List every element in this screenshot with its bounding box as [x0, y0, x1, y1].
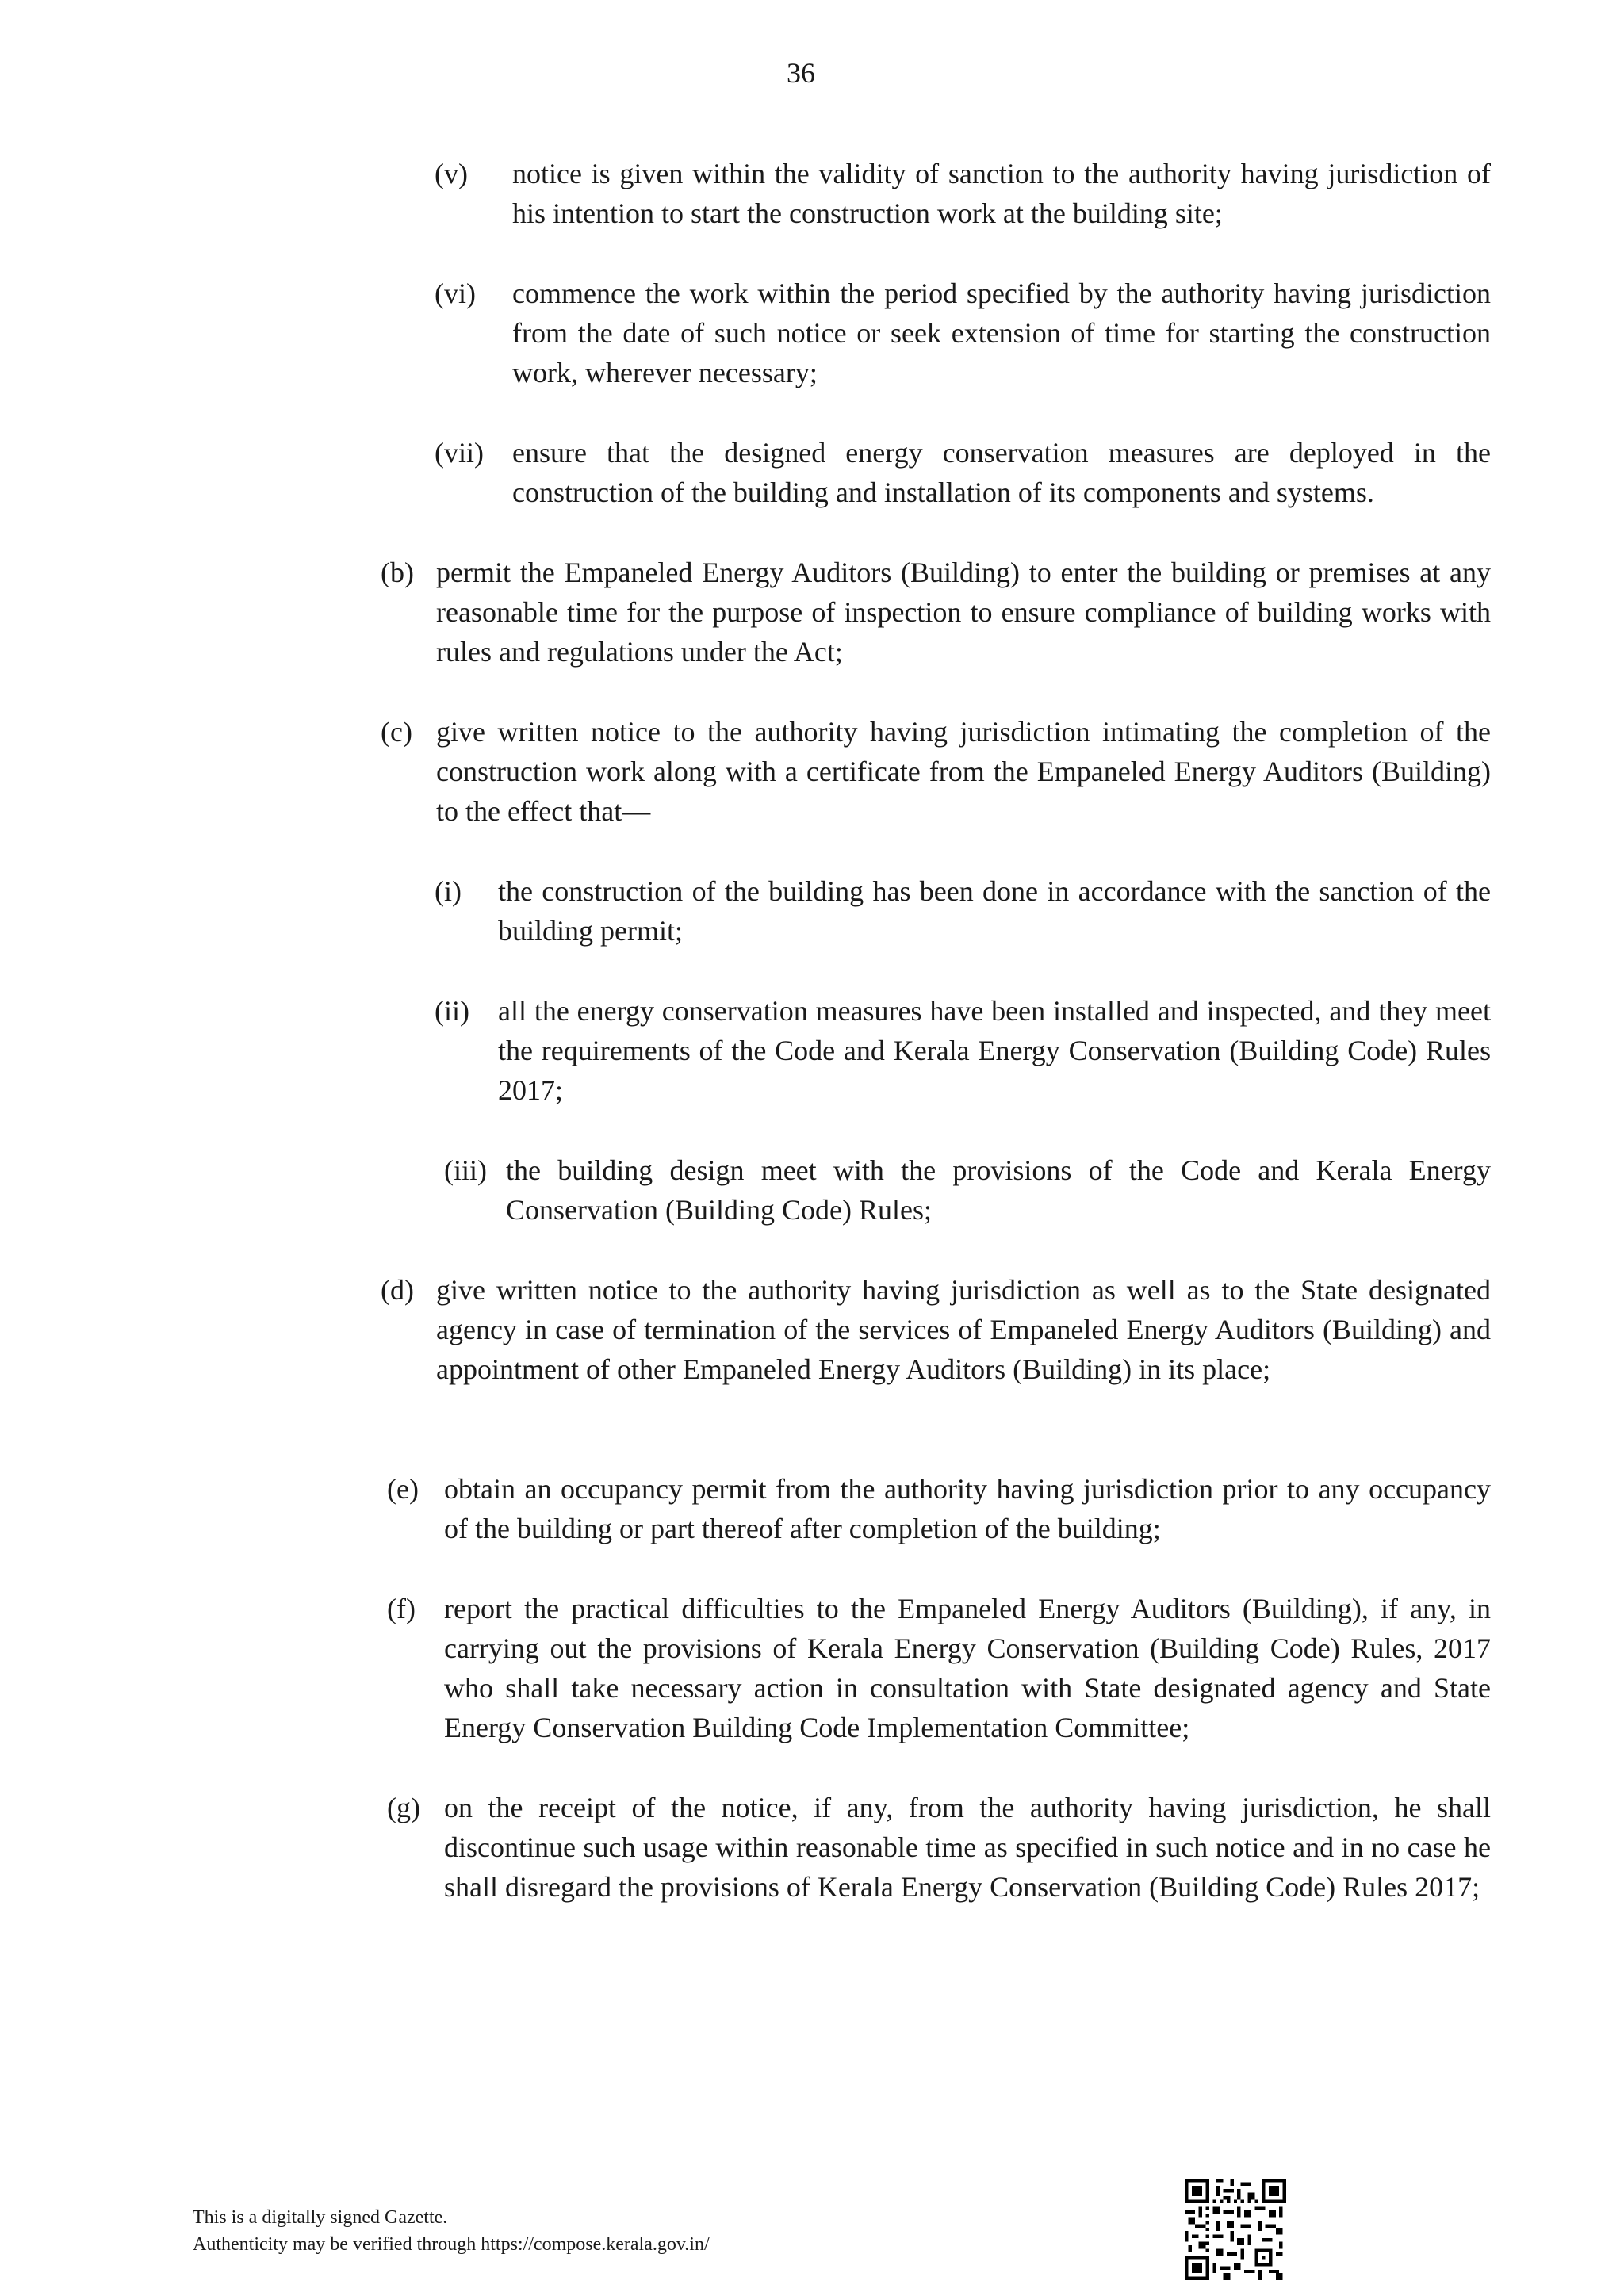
clause-marker: (c) [381, 716, 412, 748]
qr-code-icon [1185, 2179, 1286, 2280]
clause-text: give written notice to the authority having jurisdiction intimating the completion of the construction work along with a certificate from the Empaneled Energy Auditors (Building) to the effect that— [436, 716, 1491, 827]
clause-marker: (g) [387, 1792, 420, 1823]
clause-text: the building design meet with the provisions of the Code and Kerala Energy Conservation (Building Code) Rules; [506, 1154, 1491, 1226]
clause-marker: (i) [435, 875, 462, 907]
clause-e [387, 1469, 1491, 1548]
clause-text: report the practical difficulties to the Empaneled Energy Auditors (Building), if any, in carrying out the provisions of Kerala Energy Conservation (Building Code) Rules, 2017 who shall take necessary action in consultation with State designated agency and State Energy Conservation Building Code Implementation Committee; [444, 1593, 1491, 1743]
clause-marker: (iii) [444, 1154, 487, 1186]
clause-text: notice is given within the validity of sanction to the authority having jurisdiction of his intention to start the construction work at the building site; [512, 158, 1491, 229]
clause-vi [435, 274, 1491, 392]
clause-text: all the energy conservation measures have been installed and inspected, and they meet the requirements of the Code and Kerala Energy Conservation (Building Code) Rules 2017; [498, 995, 1491, 1106]
footer-note [193, 2204, 710, 2258]
clause-marker: (vi) [435, 277, 476, 309]
footer-line-verify: Authenticity may be verified through https://compose.kerala.gov.in/ [193, 2234, 710, 2255]
clause-text: obtain an occupancy permit from the authority having jurisdiction prior to any occupancy of the building or part thereof after completion of the building; [444, 1473, 1491, 1544]
clause-marker: (vii) [435, 437, 484, 469]
clause-vii [435, 433, 1491, 512]
clause-text: ensure that the designed energy conservation measures are deployed in the construction of the building and installation of its components and systems. [512, 437, 1491, 508]
clause-d [381, 1270, 1491, 1389]
clause-marker: (f) [387, 1593, 416, 1624]
clause-text: permit the Empaneled Energy Auditors (Building) to enter the building or premises at any reasonable time for the purpose of inspection to ensure compliance of building works with rules and regulations under the Act; [436, 557, 1491, 668]
clause-b [381, 553, 1491, 672]
clause-i [435, 871, 1491, 951]
clause-ii [435, 991, 1491, 1110]
clause-v [435, 154, 1491, 233]
clause-text: on the receipt of the notice, if any, from the authority having jurisdiction, he shall discontinue such usage within reasonable time as specified in such notice and in no case he shall disregard the provisions of Kerala Energy Conservation (Building Code) Rules 2017; [444, 1792, 1491, 1903]
clause-marker: (e) [387, 1473, 419, 1505]
page-number: 36 [787, 57, 815, 89]
clause-marker: (ii) [435, 995, 469, 1027]
clause-marker: (d) [381, 1274, 414, 1306]
clause-g [387, 1788, 1491, 1907]
clause-iii [444, 1150, 1491, 1230]
footer-line-signed: This is a digitally signed Gazette. [193, 2207, 448, 2228]
clause-text: give written notice to the authority having jurisdiction as well as to the State designated agency in case of termination of the services of Empaneled Energy Auditors (Building) and appointment of other Empaneled Energy Auditors (Building) in its place; [436, 1274, 1491, 1385]
clause-c [381, 712, 1491, 831]
clause-f [387, 1589, 1491, 1747]
clause-marker: (b) [381, 557, 414, 588]
clause-text: the construction of the building has been done in accordance with the sanction of the building permit; [498, 875, 1491, 947]
clause-marker: (v) [435, 158, 468, 189]
clause-text: commence the work within the period specified by the authority having jurisdiction from the date of such notice or seek extension of time for starting the construction work, wherever necessary; [512, 277, 1491, 388]
